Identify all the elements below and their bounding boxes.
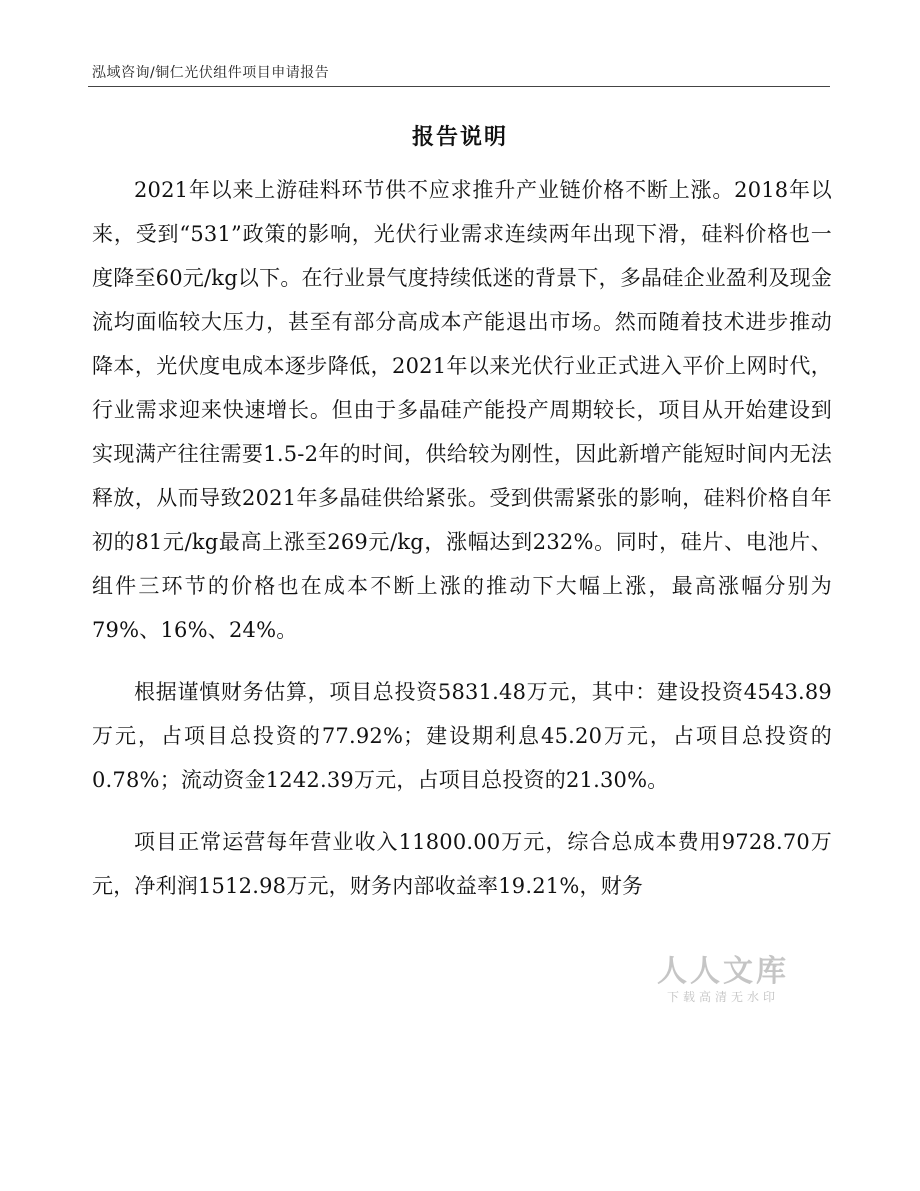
watermark-main-text: 人人文库: [657, 954, 789, 989]
page-header: 泓域咨询/铜仁光伏组件项目申请报告: [92, 65, 330, 81]
paragraph-market-background: 2021年以来上游硅料环节供不应求推升产业链价格不断上涨。2018年以来，受到“531”政策的影响，光伏行业需求连续两年出现下滑，硅料价格也一度降至60元/kg以下。在行业景气度持续低迷的背景下，多晶硅企业盈利及现金流均面临较大压力，甚至有部分高成本产能退出市场。然而随着技术进步推动降本，光伏度电成本逐步降低，2021年以来光伏行业正式进入平价上网时代，行业需求迎来快速增长。但由于多晶硅产能投产周期较长，项目从开始建设到实现满产往往需要1.5-2年的时间，供给较为刚性，因此新增产能短时间内无法释放，从而导致2021年多晶硅供给紧张。受到供需紧张的影响，硅料价格自年初的81元/kg最高上涨至269元/kg，涨幅达到232%。同时，硅片、电池片、组件三环节的价格也在成本不断上涨的推动下大幅上涨，最高涨幅分别为79%、16%、24%。: [92, 178, 832, 642]
report-body: [92, 168, 832, 908]
paragraph-operating-revenue: 项目正常运营每年营业收入11800.00万元，综合总成本费用9728.70万元，净利润1512.98万元，财务内部收益率19.21%，财务: [92, 830, 832, 898]
watermark-logo: [648, 955, 798, 1005]
section-title: 报告说明: [411, 125, 508, 150]
header-divider: [88, 86, 830, 87]
watermark-sub-text: 下载高清无水印: [666, 990, 779, 1004]
paragraph-investment-estimate: 根据谨慎财务估算，项目总投资5831.48万元，其中：建设投资4543.89万元，占项目总投资的77.92%；建设期利息45.20万元，占项目总投资的0.78%；流动资金1242.39万元，占项目总投资的21.30%。: [92, 680, 832, 792]
